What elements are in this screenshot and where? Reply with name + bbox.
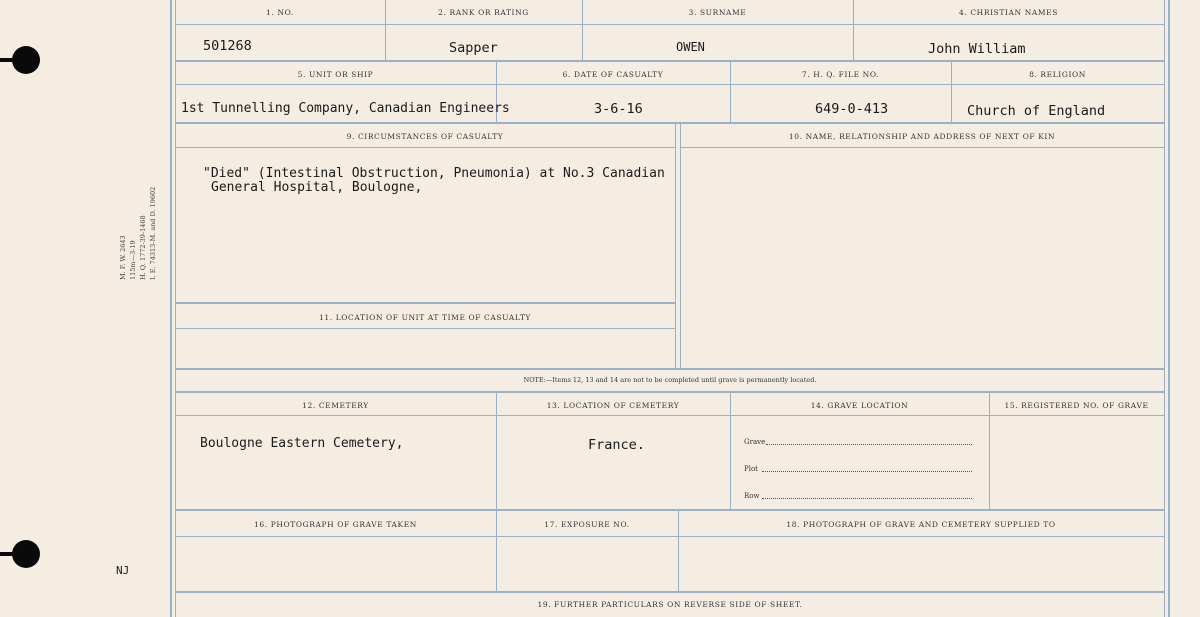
- label-rank: 2. RANK OR RATING: [438, 8, 529, 17]
- punch-hole-top: [12, 46, 40, 74]
- value-cemetery: Boulogne Eastern Cemetery,: [200, 436, 404, 451]
- value-hq-file-no: 649-0-413: [815, 101, 889, 117]
- label-exposure-no: 17. EXPOSURE NO.: [544, 520, 630, 529]
- label-location-of-unit: 11. LOCATION OF UNIT AT TIME OF CASUALTY: [319, 313, 531, 322]
- label-hq-file-no: 7. H. Q. FILE NO.: [801, 70, 880, 79]
- row-label: Row: [744, 492, 760, 500]
- label-date-of-casualty: 6. DATE OF CASUALTY: [562, 70, 664, 79]
- label-circumstances: 9. CIRCUMSTANCES OF CASUALTY: [346, 132, 504, 141]
- label-religion: 8. RELIGION: [1029, 70, 1086, 79]
- value-no: 501268: [203, 38, 252, 54]
- label-surname: 3. SURNAME: [688, 8, 747, 17]
- label-unit: 5. UNIT OR SHIP: [297, 70, 374, 79]
- label-grave-location: 14. GRAVE LOCATION: [810, 401, 909, 410]
- label-christian-names: 4. CHRISTIAN NAMES: [959, 8, 1058, 17]
- value-circumstances-line-2: General Hospital, Boulogne,: [211, 180, 423, 195]
- value-date-of-casualty: 3-6-16: [594, 101, 643, 117]
- value-location-of-cemetery: France.: [588, 437, 645, 453]
- initials: NJ: [116, 564, 130, 577]
- label-cemetery: 12. CEMETERY: [302, 401, 369, 410]
- value-surname: OWEN: [676, 40, 705, 54]
- label-registered-no: 15. REGISTERED NO. OF GRAVE: [1004, 401, 1149, 410]
- side-print: M. F. W. 2643 115m—3-19 H. Q. 1772-39-1468 I. E. 74313-M. and D. 19602: [119, 186, 157, 280]
- value-rank: Sapper: [449, 40, 498, 56]
- value-unit: 1st Tunnelling Company, Canadian Engineers: [181, 101, 510, 116]
- grave-label: Grave: [744, 438, 766, 446]
- value-christian-names: John William: [928, 41, 1026, 57]
- note-text: NOTE:—Items 12, 13 and 14 are not to be completed until grave is permanently located.: [523, 376, 817, 384]
- footer-text: 19. FURTHER PARTICULARS ON REVERSE SIDE OF SHEET.: [537, 600, 803, 609]
- label-next-of-kin: 10. NAME, RELATIONSHIP AND ADDRESS OF NEXT OF KIN: [788, 132, 1056, 141]
- value-circumstances-line-1: "Died" (Intestinal Obstruction, Pneumonia) at No.3 Canadian: [203, 166, 665, 181]
- punch-hole-bottom: [12, 540, 40, 568]
- plot-label: Plot: [744, 465, 758, 473]
- label-photograph-taken: 16. PHOTOGRAPH OF GRAVE TAKEN: [254, 520, 417, 529]
- label-photograph-supplied: 18. PHOTOGRAPH OF GRAVE AND CEMETERY SUPPLIED TO: [786, 520, 1056, 529]
- value-religion: Church of England: [967, 103, 1106, 119]
- label-no: 1. NO.: [266, 8, 294, 17]
- label-location-of-cemetery: 13. LOCATION OF CEMETERY: [546, 401, 680, 410]
